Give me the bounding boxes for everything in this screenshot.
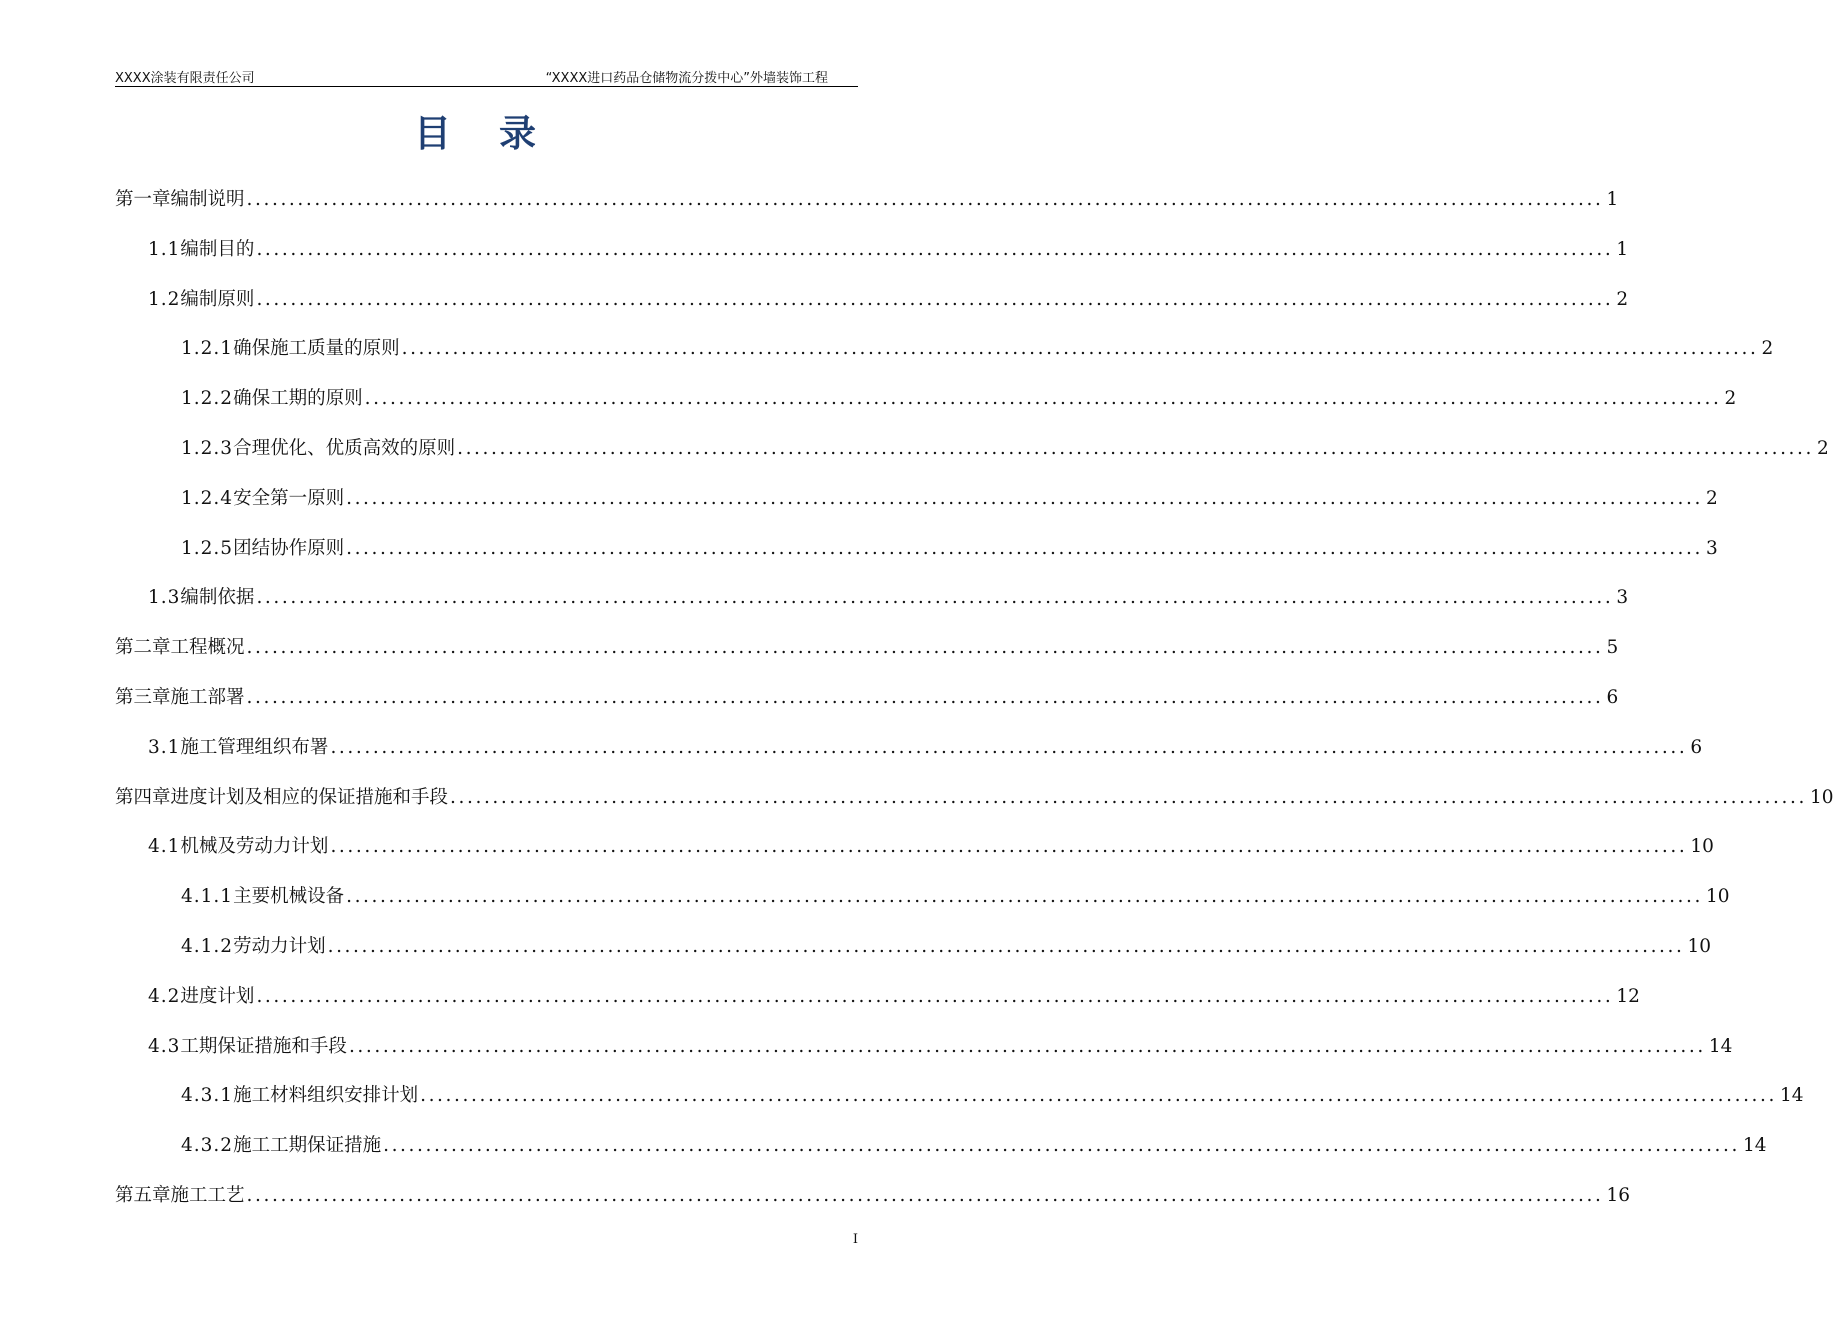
toc-leader-dots: ................................................................................................................................................................ [246, 1185, 1604, 1206]
toc-entry-title: 编制目的 [180, 238, 255, 260]
header-project: “XXXX进口药品仓储物流分拨中心”外墙装饰工程 [545, 71, 828, 86]
toc-entry-number: 1.2.2 [181, 388, 234, 410]
toc-entry[interactable] [115, 635, 1619, 661]
toc-entry-number: 1.2 [148, 288, 181, 310]
toc-entry[interactable] [181, 536, 1718, 562]
toc-leader-dots: ................................................................................................................................................................ [246, 637, 1604, 659]
toc-entry-number: 3.1 [148, 736, 181, 758]
toc-entry-title: 合理优化、优质高效的原则 [233, 438, 456, 459]
toc-entry-title: 进度计划 [180, 985, 255, 1007]
toc-leader-dots: ................................................................................................................................................................ [450, 786, 1807, 808]
toc-entry-number: 4.1 [148, 836, 181, 858]
toc-entry-number: 第四章 [115, 786, 171, 808]
toc-entry-page: 3 [1706, 537, 1718, 559]
toc-entry[interactable] [115, 1183, 1630, 1209]
toc-entry-title: 机械及劳动力计划 [180, 836, 329, 858]
toc-entry-title: 编制依据 [180, 587, 255, 609]
toc-entry-title: 施工材料组织安排计划 [233, 1085, 419, 1107]
toc-entry-number: 1.2.4 [181, 487, 234, 509]
toc-leader-dots: ................................................................................................................................................................ [420, 1085, 1777, 1107]
toc-entry-title: 工程概况 [170, 637, 245, 659]
toc-leader-dots: ................................................................................................................................................................ [348, 1035, 1706, 1057]
toc-entry-page: 5 [1606, 637, 1619, 659]
toc-entry[interactable] [181, 884, 1730, 910]
toc-entry-page: 2 [1817, 438, 1829, 459]
toc-entry-page: 10 [1706, 886, 1730, 908]
toc-entry-title: 编制原则 [180, 288, 255, 310]
toc-entry-title: 进度计划及相应的保证措施和手段 [170, 786, 449, 808]
toc-entry-number: 1.2.3 [181, 438, 234, 459]
toc-entry-page: 16 [1606, 1185, 1630, 1206]
toc-entry-number: 第二章 [115, 637, 171, 659]
toc-entry-number: 第一章 [115, 189, 171, 210]
toc-entry[interactable] [115, 685, 1619, 711]
toc-entry-title: 工期保证措施和手段 [180, 1035, 347, 1057]
toc-entry-page: 1 [1606, 189, 1619, 210]
toc-entry-title: 确保工期的原则 [233, 388, 363, 410]
toc-entry-page: 2 [1724, 388, 1737, 410]
toc-entry-number: 4.2 [148, 985, 181, 1007]
toc-entry[interactable] [181, 386, 1737, 412]
toc-entry[interactable] [115, 785, 1833, 811]
toc-entry[interactable] [148, 287, 1629, 313]
toc-entry-number: 1.2.5 [181, 537, 234, 559]
toc-entry-number: 第三章 [115, 687, 171, 708]
toc-entry-number: 4.3 [148, 1035, 181, 1057]
toc-entry-number: 4.3.1 [181, 1085, 234, 1107]
toc-leader-dots: ................................................................................................................................................................ [457, 438, 1814, 459]
toc-entry-page: 14 [1708, 1035, 1733, 1057]
toc-entry[interactable] [148, 237, 1629, 263]
toc-entry[interactable] [148, 735, 1703, 761]
toc-entry-page: 1 [1616, 238, 1629, 260]
toc-entry-page: 3 [1616, 587, 1629, 609]
page-title: 目录 [414, 112, 584, 155]
toc-entry-title: 确保施工质量的原则 [233, 338, 400, 360]
toc-leader-dots: ................................................................................................................................................................ [256, 238, 1614, 260]
toc-entry-number: 4.3.2 [181, 1135, 234, 1157]
toc-leader-dots: ................................................................................................................................................................ [401, 338, 1759, 360]
toc-leader-dots: ................................................................................................................................................................ [383, 1135, 1740, 1157]
toc-leader-dots: ................................................................................................................................................................ [346, 886, 1703, 908]
toc-entry-title: 主要机械设备 [233, 886, 345, 908]
toc-entry-page: 14 [1743, 1135, 1767, 1157]
toc-entry[interactable] [181, 436, 1829, 462]
toc-entry-page: 6 [1606, 687, 1619, 708]
toc-entry[interactable] [148, 984, 1640, 1010]
toc-entry-page: 2 [1706, 487, 1718, 509]
toc-leader-dots: ................................................................................................................................................................ [330, 736, 1688, 758]
toc-entry-number: 4.1.2 [181, 936, 234, 957]
toc-entry-page: 12 [1616, 985, 1640, 1007]
toc-entry-page: 14 [1780, 1085, 1804, 1107]
toc-entry-number: 1.2.1 [181, 338, 234, 360]
toc-entry-title: 安全第一原则 [233, 487, 345, 509]
toc-entry-number: 4.1.1 [181, 886, 234, 908]
page-number: I [852, 1232, 858, 1247]
toc-leader-dots: ................................................................................................................................................................ [256, 288, 1614, 310]
toc-entry[interactable] [181, 1083, 1804, 1109]
toc-entry[interactable] [181, 486, 1718, 512]
toc-leader-dots: ................................................................................................................................................................ [364, 388, 1722, 410]
toc-entry-page: 2 [1761, 338, 1774, 360]
toc-entry-page: 10 [1687, 936, 1712, 957]
toc-entry[interactable] [148, 585, 1629, 611]
toc-entry-number: 第五章 [115, 1185, 171, 1206]
toc-leader-dots: ................................................................................................................................................................ [246, 189, 1604, 210]
toc-entry[interactable] [181, 934, 1712, 960]
toc-entry[interactable] [148, 834, 1714, 860]
toc-entry-number: 1.3 [148, 587, 181, 609]
toc-leader-dots: ................................................................................................................................................................ [256, 985, 1614, 1007]
toc-leader-dots: ................................................................................................................................................................ [346, 537, 1703, 559]
toc-entry-number: 1.1 [148, 238, 181, 260]
toc-entry-title: 编制说明 [170, 189, 245, 210]
toc-leader-dots: ................................................................................................................................................................ [327, 936, 1685, 957]
toc-entry-title: 施工部署 [170, 687, 245, 708]
toc-entry-title: 施工工艺 [170, 1185, 245, 1206]
toc-entry-page: 6 [1690, 736, 1703, 758]
toc-entry-page: 10 [1809, 786, 1833, 808]
toc-entry[interactable] [181, 336, 1774, 362]
toc-entry-title: 施工管理组织布署 [180, 736, 329, 758]
toc-entry-title: 劳动力计划 [233, 936, 326, 957]
page-header [115, 66, 858, 87]
toc-entry-title: 团结协作原则 [233, 537, 345, 559]
toc-leader-dots: ................................................................................................................................................................ [346, 487, 1703, 509]
toc-leader-dots: ................................................................................................................................................................ [256, 587, 1614, 609]
toc-entry[interactable] [148, 1034, 1733, 1060]
toc-entry-page: 2 [1616, 288, 1629, 310]
toc-entry[interactable] [181, 1133, 1767, 1159]
toc-entry-title: 施工工期保证措施 [233, 1135, 382, 1157]
header-company: XXXX涂装有限责任公司 [115, 71, 255, 86]
toc-leader-dots: ................................................................................................................................................................ [246, 687, 1604, 708]
toc-entry-page: 10 [1690, 836, 1714, 858]
toc-leader-dots: ................................................................................................................................................................ [330, 836, 1688, 858]
toc-entry[interactable] [115, 187, 1619, 213]
